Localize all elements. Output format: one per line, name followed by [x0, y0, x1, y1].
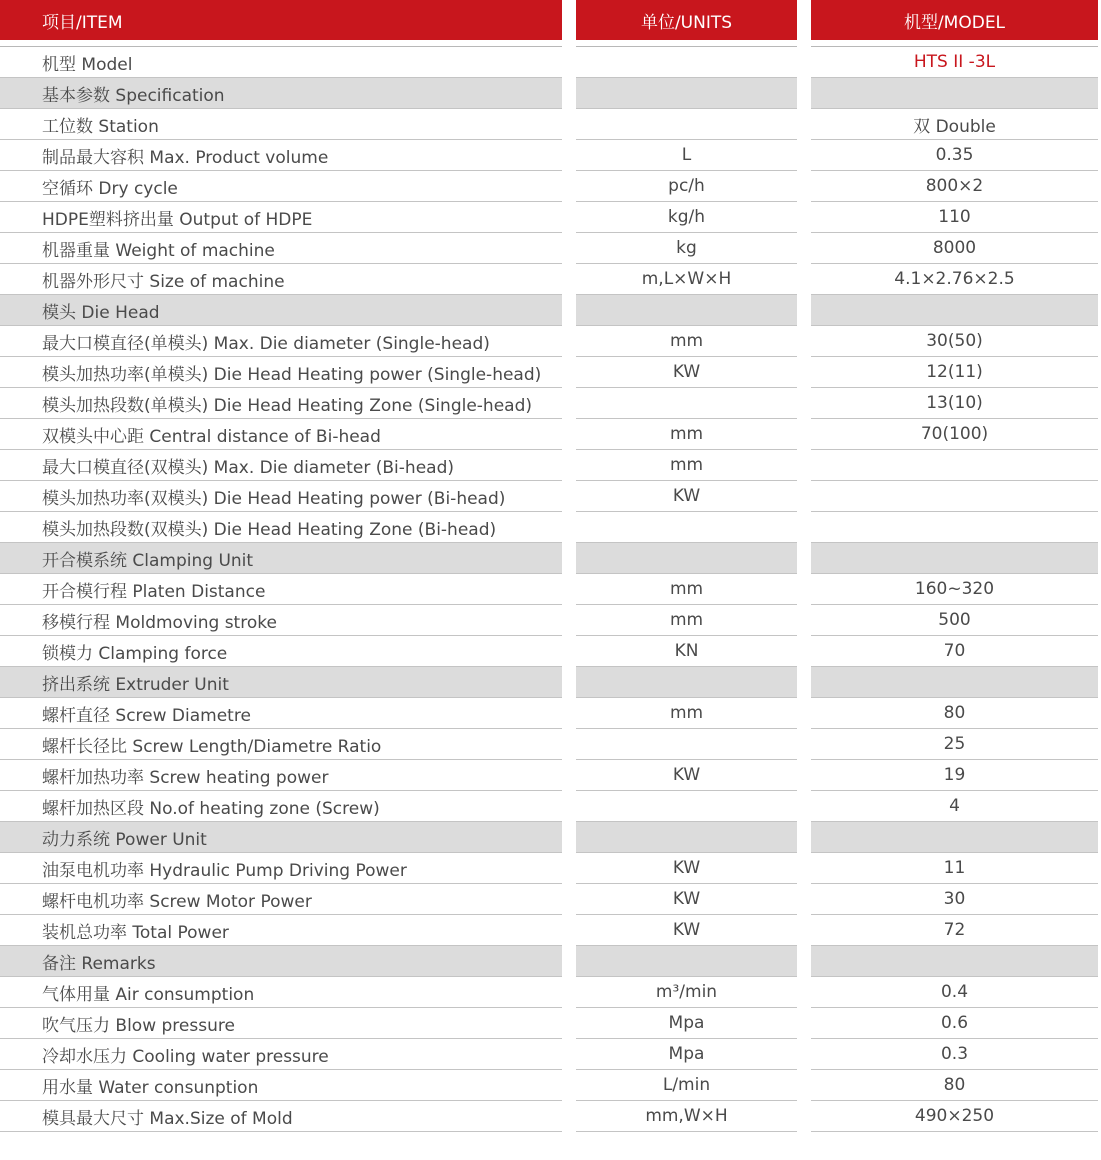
unit-cell — [576, 47, 797, 78]
item-cell: 锁模力 Clamping force — [0, 636, 562, 667]
unit-cell — [576, 388, 797, 419]
item-cell: 螺杆加热功率 Screw heating power — [0, 760, 562, 791]
unit-cell: mm — [576, 605, 797, 636]
value-cell: 800×2 — [811, 171, 1098, 202]
unit-cell: Mpa — [576, 1008, 797, 1039]
unit-cell: L/min — [576, 1070, 797, 1101]
value-cell — [811, 481, 1098, 512]
value-cell: 30(50) — [811, 326, 1098, 357]
section-unit-cell — [576, 295, 797, 326]
unit-cell: kg/h — [576, 202, 797, 233]
unit-cell: mm — [576, 574, 797, 605]
value-cell: 0.3 — [811, 1039, 1098, 1070]
model-column-rows — [811, 47, 1098, 1132]
item-cell: 用水量 Water consunption — [0, 1070, 562, 1101]
unit-cell: m³/min — [576, 977, 797, 1008]
value-cell: 8000 — [811, 233, 1098, 264]
units-column — [576, 0, 797, 1132]
value-cell: 70 — [811, 636, 1098, 667]
item-cell: 模头加热功率(单模头) Die Head Heating power (Single-head) — [0, 357, 562, 388]
item-cell: 制品最大容积 Max. Product volume — [0, 140, 562, 171]
value-cell — [811, 512, 1098, 543]
unit-cell: mm — [576, 419, 797, 450]
unit-cell: KW — [576, 481, 797, 512]
item-cell: 模具最大尺寸 Max.Size of Mold — [0, 1101, 562, 1132]
section-value-cell — [811, 78, 1098, 109]
value-cell: 4 — [811, 791, 1098, 822]
item-cell: 模头加热段数(双模头) Die Head Heating Zone (Bi-head) — [0, 512, 562, 543]
unit-cell — [576, 512, 797, 543]
item-cell: 最大口模直径(单模头) Max. Die diameter (Single-head) — [0, 326, 562, 357]
item-cell: 移模行程 Moldmoving stroke — [0, 605, 562, 636]
item-cell: 模头加热功率(双模头) Die Head Heating power (Bi-head) — [0, 481, 562, 512]
item-column-rows — [0, 47, 562, 1132]
item-cell: 双模头中心距 Central distance of Bi-head — [0, 419, 562, 450]
unit-cell: KW — [576, 915, 797, 946]
unit-cell — [576, 109, 797, 140]
value-cell: 11 — [811, 853, 1098, 884]
unit-cell: KN — [576, 636, 797, 667]
unit-cell: KW — [576, 357, 797, 388]
section-value-cell — [811, 822, 1098, 853]
section-item-cell: 挤出系统 Extruder Unit — [0, 667, 562, 698]
units-column-rows — [576, 47, 797, 1132]
item-cell: 空循环 Dry cycle — [0, 171, 562, 202]
item-cell: 装机总功率 Total Power — [0, 915, 562, 946]
value-cell: 490×250 — [811, 1101, 1098, 1132]
unit-cell: mm — [576, 450, 797, 481]
value-cell: 500 — [811, 605, 1098, 636]
item-column — [0, 0, 562, 1132]
unit-cell: mm — [576, 698, 797, 729]
value-cell: 70(100) — [811, 419, 1098, 450]
unit-cell: mm,W×H — [576, 1101, 797, 1132]
value-cell: 30 — [811, 884, 1098, 915]
item-cell: HDPE塑料挤出量 Output of HDPE — [0, 202, 562, 233]
section-value-cell — [811, 295, 1098, 326]
item-cell: 螺杆加热区段 No.of heating zone (Screw) — [0, 791, 562, 822]
unit-cell: kg — [576, 233, 797, 264]
section-unit-cell — [576, 78, 797, 109]
value-cell: 19 — [811, 760, 1098, 791]
unit-cell: pc/h — [576, 171, 797, 202]
unit-cell: KW — [576, 760, 797, 791]
value-cell: 72 — [811, 915, 1098, 946]
section-unit-cell — [576, 543, 797, 574]
unit-cell: L — [576, 140, 797, 171]
value-cell: 13(10) — [811, 388, 1098, 419]
unit-cell: KW — [576, 853, 797, 884]
value-cell: 4.1×2.76×2.5 — [811, 264, 1098, 295]
section-item-cell: 基本参数 Specification — [0, 78, 562, 109]
value-cell: 110 — [811, 202, 1098, 233]
value-cell: 80 — [811, 1070, 1098, 1101]
unit-cell: m,L×W×H — [576, 264, 797, 295]
value-cell: 0.6 — [811, 1008, 1098, 1039]
value-cell — [811, 450, 1098, 481]
section-item-cell: 模头 Die Head — [0, 295, 562, 326]
item-cell: 最大口模直径(双模头) Max. Die diameter (Bi-head) — [0, 450, 562, 481]
value-cell: 0.4 — [811, 977, 1098, 1008]
value-cell: 160~320 — [811, 574, 1098, 605]
section-value-cell — [811, 543, 1098, 574]
unit-cell: Mpa — [576, 1039, 797, 1070]
item-cell: 机器外形尺寸 Size of machine — [0, 264, 562, 295]
item-cell: 模头加热段数(单模头) Die Head Heating Zone (Single-head) — [0, 388, 562, 419]
section-unit-cell — [576, 946, 797, 977]
value-cell: HTS II -3L — [811, 47, 1098, 78]
units-column-header: 单位/UNITS — [576, 0, 797, 40]
value-cell: 双 Double — [811, 109, 1098, 140]
unit-cell — [576, 729, 797, 760]
value-cell: 80 — [811, 698, 1098, 729]
item-column-header: 项目/ITEM — [0, 0, 562, 40]
section-unit-cell — [576, 822, 797, 853]
unit-cell — [576, 791, 797, 822]
value-cell: 12(11) — [811, 357, 1098, 388]
item-cell: 吹气压力 Blow pressure — [0, 1008, 562, 1039]
item-cell: 螺杆电机功率 Screw Motor Power — [0, 884, 562, 915]
item-cell: 气体用量 Air consumption — [0, 977, 562, 1008]
item-cell: 螺杆长径比 Screw Length/Diametre Ratio — [0, 729, 562, 760]
unit-cell: mm — [576, 326, 797, 357]
item-cell: 冷却水压力 Cooling water pressure — [0, 1039, 562, 1070]
item-cell: 机型 Model — [0, 47, 562, 78]
section-value-cell — [811, 946, 1098, 977]
unit-cell: KW — [576, 884, 797, 915]
item-cell: 机器重量 Weight of machine — [0, 233, 562, 264]
item-cell: 螺杆直径 Screw Diametre — [0, 698, 562, 729]
model-column — [811, 0, 1098, 1132]
item-cell: 油泵电机功率 Hydraulic Pump Driving Power — [0, 853, 562, 884]
section-item-cell: 开合模系统 Clamping Unit — [0, 543, 562, 574]
item-cell: 工位数 Station — [0, 109, 562, 140]
section-value-cell — [811, 667, 1098, 698]
value-cell: 0.35 — [811, 140, 1098, 171]
model-column-header: 机型/MODEL — [811, 0, 1098, 40]
item-cell: 开合模行程 Platen Distance — [0, 574, 562, 605]
section-item-cell: 动力系统 Power Unit — [0, 822, 562, 853]
value-cell: 25 — [811, 729, 1098, 760]
section-item-cell: 备注 Remarks — [0, 946, 562, 977]
section-unit-cell — [576, 667, 797, 698]
